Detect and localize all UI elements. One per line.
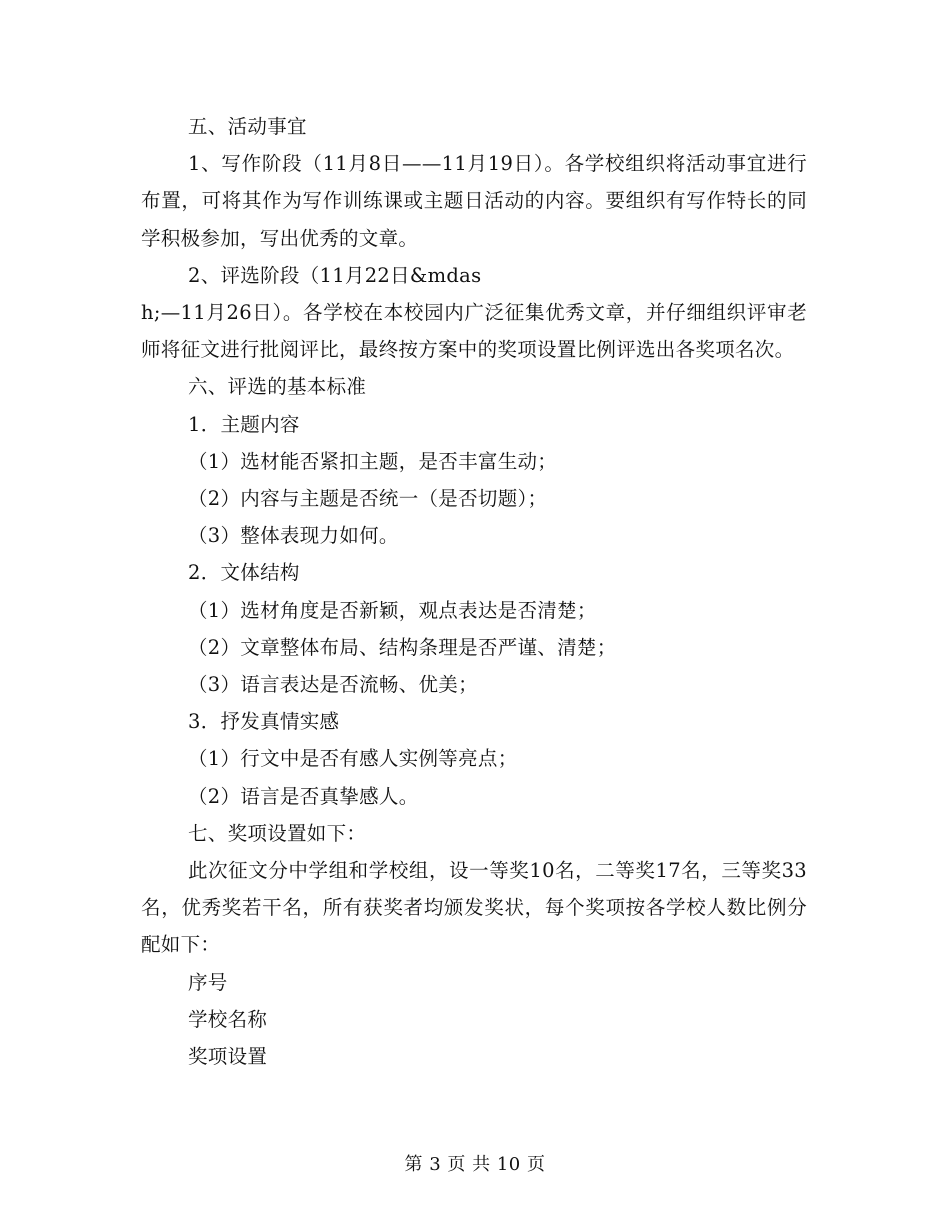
table-header-award-setting: 奖项设置 <box>188 1045 268 1069</box>
table-header-serial: 序号 <box>188 970 228 994</box>
list-item: （3）整体表现力如何。 <box>188 524 399 548</box>
paragraph-awards: 此次征文分中学组和学校组，设一等奖10名，二等奖17名，三等奖33名，优秀奖若干名，所有获奖者均颁发奖状，每个奖项按各学校人数比例分配如下： <box>141 859 807 957</box>
list-item: （1）行文中是否有感人实例等亮点； <box>188 747 518 771</box>
list-item: （3）语言表达是否流畅、优美； <box>188 673 478 697</box>
list-item: （1）选材能否紧扣主题，是否丰富生动； <box>188 449 558 473</box>
section-heading-criteria: 六、评选的基本标准 <box>188 375 367 399</box>
subheading-emotion: 3．抒发真情实感 <box>188 710 340 734</box>
section-heading-activity: 五、活动事宜 <box>188 115 307 138</box>
table-header-school-name: 学校名称 <box>188 1007 268 1031</box>
section-heading-awards: 七、奖项设置如下： <box>188 821 367 845</box>
page-number-footer: 第 3 页 共 10 页 <box>404 1154 546 1175</box>
list-item: （2）语言是否真挚感人。 <box>188 784 419 808</box>
subheading-theme-content: 1．主题内容 <box>188 412 300 436</box>
paragraph-selection-stage: 2、评选阶段（11月22日&mdas <box>188 263 482 287</box>
paragraph-writing-stage: 1、写作阶段（11月8日——11月19日）。各学校组织将活动事宜进行布置，可将其作为写作训练课或主题日活动的内容。要组织有写作特长的同学积极参加，写出优秀的文章。 <box>141 152 807 250</box>
subheading-structure: 2．文体结构 <box>188 561 300 585</box>
list-item: （1）选材角度是否新颖，观点表达是否清楚； <box>188 598 597 622</box>
list-item: （2）内容与主题是否统一（是否切题）； <box>188 487 548 511</box>
paragraph-selection-stage-continued: h;—11月26日）。各学校在本校园内广泛征集优秀文章，并仔细组织评审老师将征文进行批阅评比，最终按方案中的奖项设置比例评选出各奖项名次。 <box>141 301 807 362</box>
document-body <box>141 108 807 1075</box>
list-item: （2）文章整体布局、结构条理是否严谨、清楚； <box>188 635 617 659</box>
